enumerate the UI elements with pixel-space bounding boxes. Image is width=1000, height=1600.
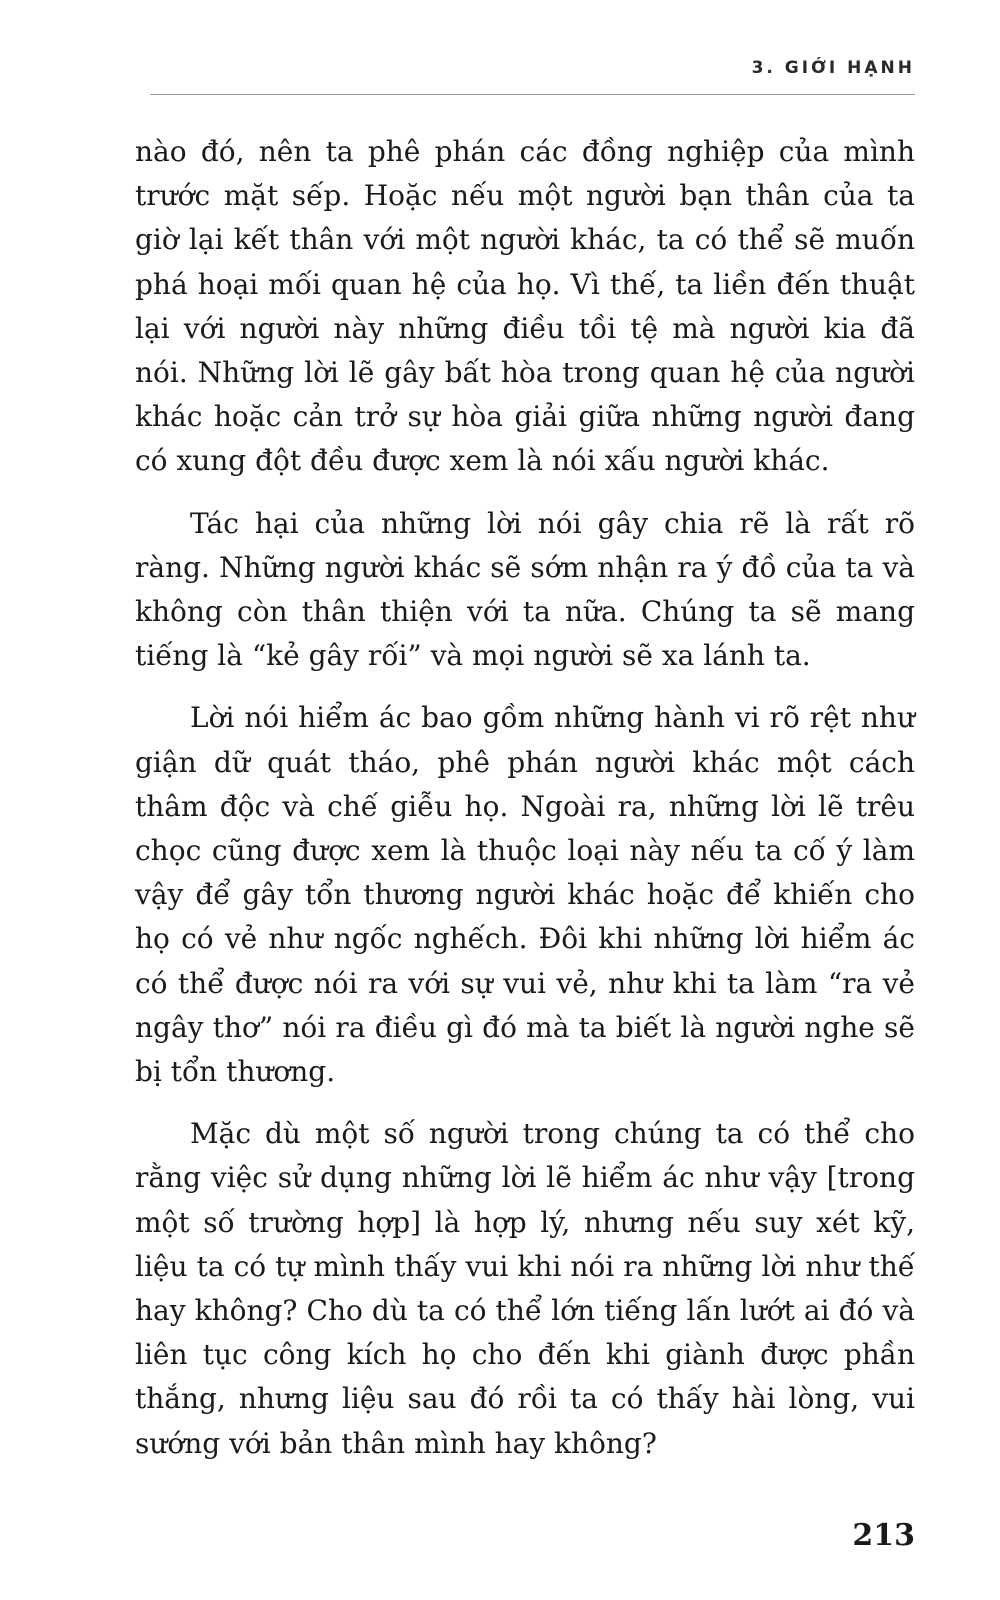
body-text [135, 130, 915, 1484]
paragraph: Mặc dù một số người trong chúng ta có thể cho rằng việc sử dụng những lời lẽ hiểm ác như vậy [trong một số trường hợp] là hợp lý, nhưng nếu suy xét kỹ, liệu ta có tự mình thấy vui khi nói ra những lời như thế hay không? Cho dù ta có thể lớn tiếng lấn lướt ai đó và liên tục công kích họ cho đến khi giành được phần thắng, nhưng liệu sau đó rồi ta có thấy hài lòng, vui sướng với bản thân mình hay không? [135, 1117, 915, 1460]
paragraph: Lời nói hiểm ác bao gồm những hành vi rõ rệt như giận dữ quát tháo, phê phán người khác một cách thâm độc và chế giễu họ. Ngoài ra, những lời lẽ trêu chọc cũng được xem là thuộc loại này nếu ta cố ý làm vậy để gây tổn thương người khác hoặc để khiến cho họ có vẻ như ngốc nghếch. Đôi khi những lời hiểm ác có thể được nói ra với sự vui vẻ, như khi ta làm “ra vẻ ngây thơ” nói ra điều gì đó mà ta biết là người nghe sẽ bị tổn thương. [135, 701, 915, 1089]
header-divider [150, 94, 915, 95]
paragraph-continued: nào đó, nên ta phê phán các đồng nghiệp của mình trước mặt sếp. Hoặc nếu một người bạn thân của ta giờ lại kết thân với một người khác, ta có thể sẽ muốn phá hoại mối quan hệ của họ. Vì thế, ta liền đến thuật lại với người này những điều tồi tệ mà người kia đã nói. Những lời lẽ gây bất hòa trong quan hệ của người khác hoặc cản trở sự hòa giải giữa những người đang có xung đột đều được xem là nói xấu người khác. [135, 135, 915, 478]
page-number: 213 [852, 1518, 915, 1553]
running-header: 3. GIỚI HẠNH [751, 58, 915, 78]
paragraph: Tác hại của những lời nói gây chia rẽ là rất rõ ràng. Những người khác sẽ sớm nhận ra ý đồ của ta và không còn thân thiện với ta nữa. Chúng ta sẽ mang tiếng là “kẻ gây rối” và mọi người sẽ xa lánh ta. [135, 506, 915, 673]
